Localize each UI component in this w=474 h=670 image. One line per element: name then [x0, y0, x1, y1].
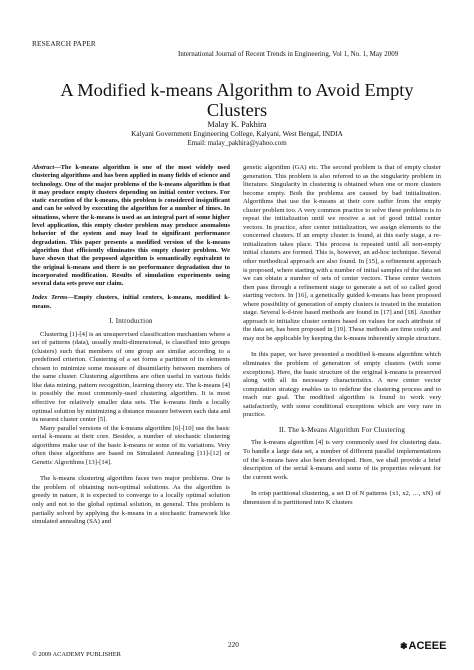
abstract-lead: Abstract — [32, 164, 55, 171]
body-paragraph: Many parallel versions of the k-means algorithm [6]-[10] use the basic serial k-means at their core. Besides, a number of stochastic clustering algorithms make use of the basic k-means or some of its variations. Very often these algorithms are based on Simulated Annealing [11]-[12] or Genetic Algorithms [13]-[14]. — [32, 424, 230, 466]
publisher-logo — [400, 640, 446, 652]
section-heading-introduction: I. Introduction — [109, 317, 153, 326]
header-label: RESEARCH PAPER — [32, 40, 96, 48]
author-email: Email: malay_pakhira@yahoo.com — [187, 139, 287, 147]
index-terms-text: —Empty clusters, initial centers, k-means, modified k-means. — [32, 294, 230, 310]
body-paragraph: In this paper, we have presented a modified k-means algorithm which eliminates the problem of generation of empty clusters (with some exceptions). Here, the basic structure of the original k-means is preserved along with all its necessary characteristics. A new center vector computation strategy enables us to redefine the clustering process and to reach our goal. The modified algorithm is found to work very satisfactorily, with some conditional exceptions which are very rare in practice. — [243, 351, 441, 419]
copyright-notice: © 2009 ACADEMY PUBLISHER — [32, 651, 121, 658]
journal-citation: International Journal of Recent Trends in Engineering, Vol 1, No. 1, May 2009 — [178, 50, 399, 58]
abstract-text: —The k-means algorithm is one of the most widely used clustering algorithms and has been applied in many fields of science and technology. One of the major problems of the k-means algorithm is that it may produce empty clusters depending on initial center vectors. For static execution of the k-means, this problem is considered insignificant and can be solved by executing the algorithm for a number of times. In situations, where the k-means is used as an integral part of some higher level application, this empty cluster problem may produce anomalous behavior of the system and may lead to significant performance degradation. This paper presents a modified version of the k-means algorithm that efficiently eliminates this empty cluster problem. We have shown that the proposed algorithm is semantically equivalent to the original k-means and there is no performance degradation due to incorporated modification. Results of simulation experiments using several data sets prove our claim. — [32, 164, 230, 288]
index-terms — [32, 294, 230, 311]
body-paragraph: The k-means algorithm [4] is very commonly used for clustering data. To handle a large data set, a number of different parallel implementations of the k-means have also been developed. Here, we shall provide a brief description of the serial k-means and some of its properties relevant for the current work. — [243, 439, 441, 481]
paper-title: A Modified k-means Algorithm to Avoid Empty Clusters — [60, 80, 414, 120]
author-name: Malay K. Pakhira — [207, 120, 267, 129]
author-affiliation: Kalyani Government Engineering College, Kalyani, West Bengal, INDIA — [131, 130, 343, 138]
right-column — [243, 164, 441, 507]
page-number: 220 — [228, 641, 239, 649]
body-paragraph: In crisp partitional clustering, a set D of N patterns {x1, x2, …, xN} of dimension d is partitioned into K clusters — [243, 490, 441, 506]
body-paragraph: genetic algorithm (GA) etc. The second problem is that of empty cluster generation. This problem is also referred to as the singularity problem in literature. Singularity in clustering is obtained when one or more clusters become empty. Both the problems are caused by bad initialization. Algorithms that use the k-means at their core suffer from the empty cluster problem too. A very common practice to solve these problems is to repeat the initialization until we receive a set of good initial center vectors. In practice, after center initialization, we assign elements to the concerned clusters. If an empty cluster is found, at this early stage, a re-initialization takes place. This process is repeated until all non-empty initial clusters are formed. This is, however, an ad-hoc technique. Several other methodical approach are also found. In [15], a refinement approach is proposed, where starting with a number of initial samples of the data set we can obtain a number of sets of center vectors. These center vectors then pass through a refinement stage to generate a set of so called good starting vectors. In [16], a genetically guided k-means has been proposed where possibility of generation of empty clusters is treated in the mutation stage. Several k-d-tree based methods are found in [17] and [18]. Another approach to initialize cluster centers based on values for each attribute of the data set, has been proposed in [19]. These methods are time costly and may not be applicable by keeping the k-means inherently simple structure. — [243, 164, 441, 342]
logo-text: ACEEE — [408, 640, 447, 652]
abstract — [32, 164, 230, 288]
index-terms-lead: Index Terms — [32, 294, 68, 302]
body-paragraph: Clustering [1]-[4] is an unsupervised classification mechanism where a set of patterns (data), usually multi-dimensional, is classified into groups (clusters) such that members of one group are similar according to a predefined criterion. Clustering of a set forms a partition of its elements chosen to minimize some measure of dissimilarity between members of the same cluster. Clustering algorithms are often useful in various fields like data mining, pattern recognition, learning theory etc. The k-means [4] is possibly the most commonly-used clustering algorithm. It is most effective for relatively smaller data sets. The k-means finds a locally optimal solution by minimizing a distance measure between each data and its nearest cluster center [5]. — [32, 330, 230, 424]
aceee-logo-icon: ❃ — [400, 641, 408, 651]
section-heading-kmeans: II. The k-Means Algorithm For Clustering — [278, 425, 406, 434]
body-paragraph: The k-means clustering algorithm faces two major problems. One is the problem of obtaining non-optimal solutions. As the algorithm is greedy in nature, it is expected to converge to a locally optimal solution only and not to the global optimal solution, in general. This problem is partially solved by applying the k-means in a stochastic framework like simulated annealing (SA) and — [32, 475, 230, 526]
left-column — [32, 164, 230, 527]
